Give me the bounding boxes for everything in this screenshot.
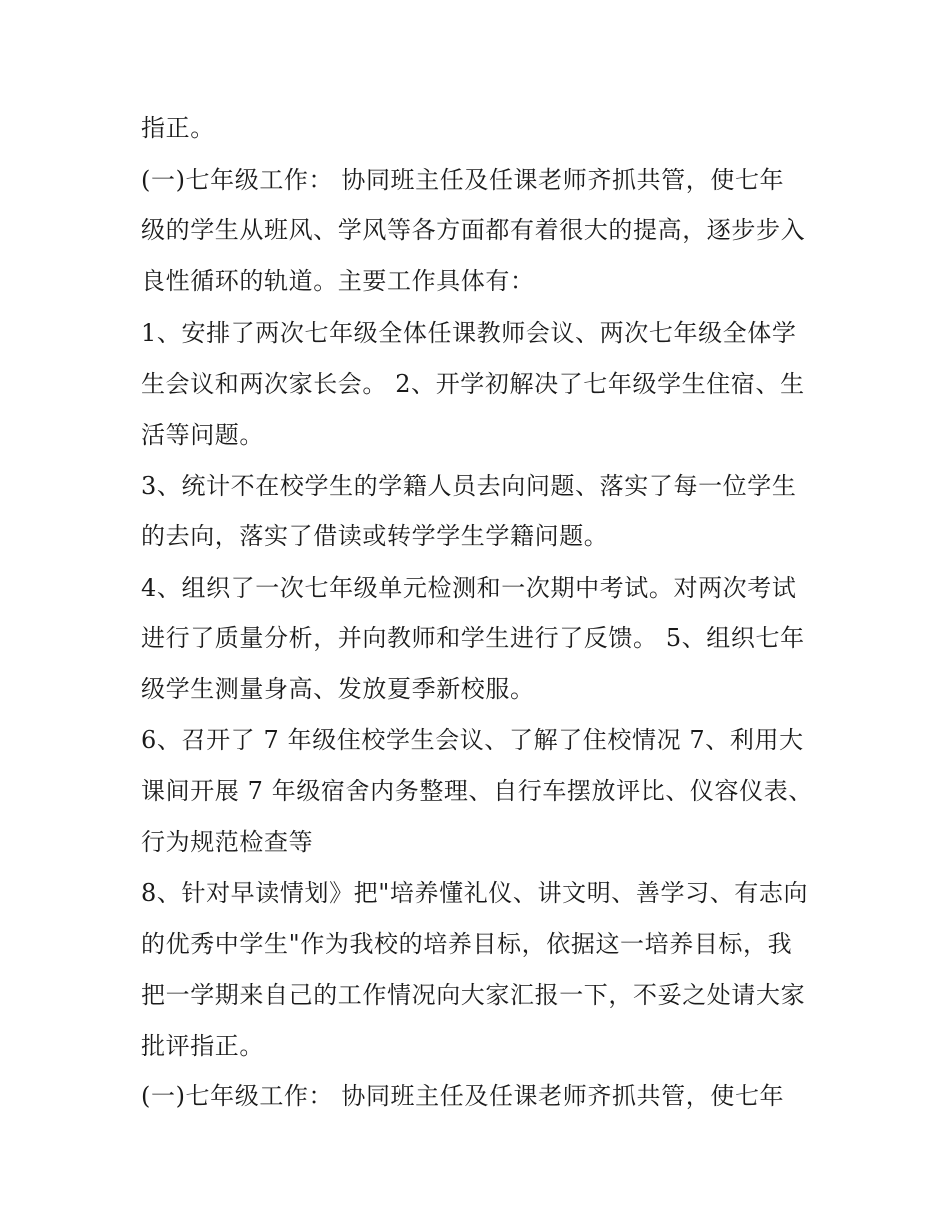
text-line: 良性循环的轨道。主要工作具体有：	[141, 267, 535, 295]
text-line: 活等问题。	[141, 421, 264, 449]
text-line: 把一学期来自己的工作情况向大家汇报一下，不妥之处请大家	[141, 981, 806, 1009]
text-line: (一)七年级工作： 协同班主任及任课老师齐抓共管，使七年	[141, 1082, 785, 1110]
text-line: 指正。	[141, 114, 215, 142]
text-line: 进行了质量分析，并向教师和学生进行了反馈。 5、组织七年	[141, 624, 805, 652]
text-line: 级的学生从班风、学风等各方面都有着很大的提高，逐步步入	[141, 216, 806, 244]
text-line: 级学生测量身高、发放夏季新校服。	[141, 675, 535, 703]
text-line: 的去向，落实了借读或转学学生学籍问题。	[141, 522, 609, 550]
text-line: 课间开展 7 年级宿舍内务整理、自行车摆放评比、仪容仪表、	[141, 777, 813, 805]
text-line: (一)七年级工作： 协同班主任及任课老师齐抓共管，使七年	[141, 166, 785, 194]
text-line: 批评指正。	[141, 1032, 264, 1060]
text-line: 3、统计不在校学生的学籍人员去向问题、落实了每一位学生	[141, 472, 797, 500]
text-line: 8、针对早读情划》把"培养懂礼仪、讲文明、善学习、有志向	[141, 879, 809, 907]
text-line: 的优秀中学生"作为我校的培养目标，依据这一培养目标，我	[141, 930, 793, 958]
text-line: 4、组织了一次七年级单元检测和一次期中考试。对两次考试	[141, 574, 797, 602]
text-line: 行为规范检查等	[141, 828, 314, 856]
text-line: 生会议和两次家长会。 2、开学初解决了七年级学生住宿、生	[141, 370, 805, 398]
text-line: 1、安排了两次七年级全体任课教师会议、两次七年级全体学	[141, 319, 797, 347]
text-line: 6、召开了 7 年级住校学生会议、了解了住校情况 7、利用大	[141, 726, 804, 754]
